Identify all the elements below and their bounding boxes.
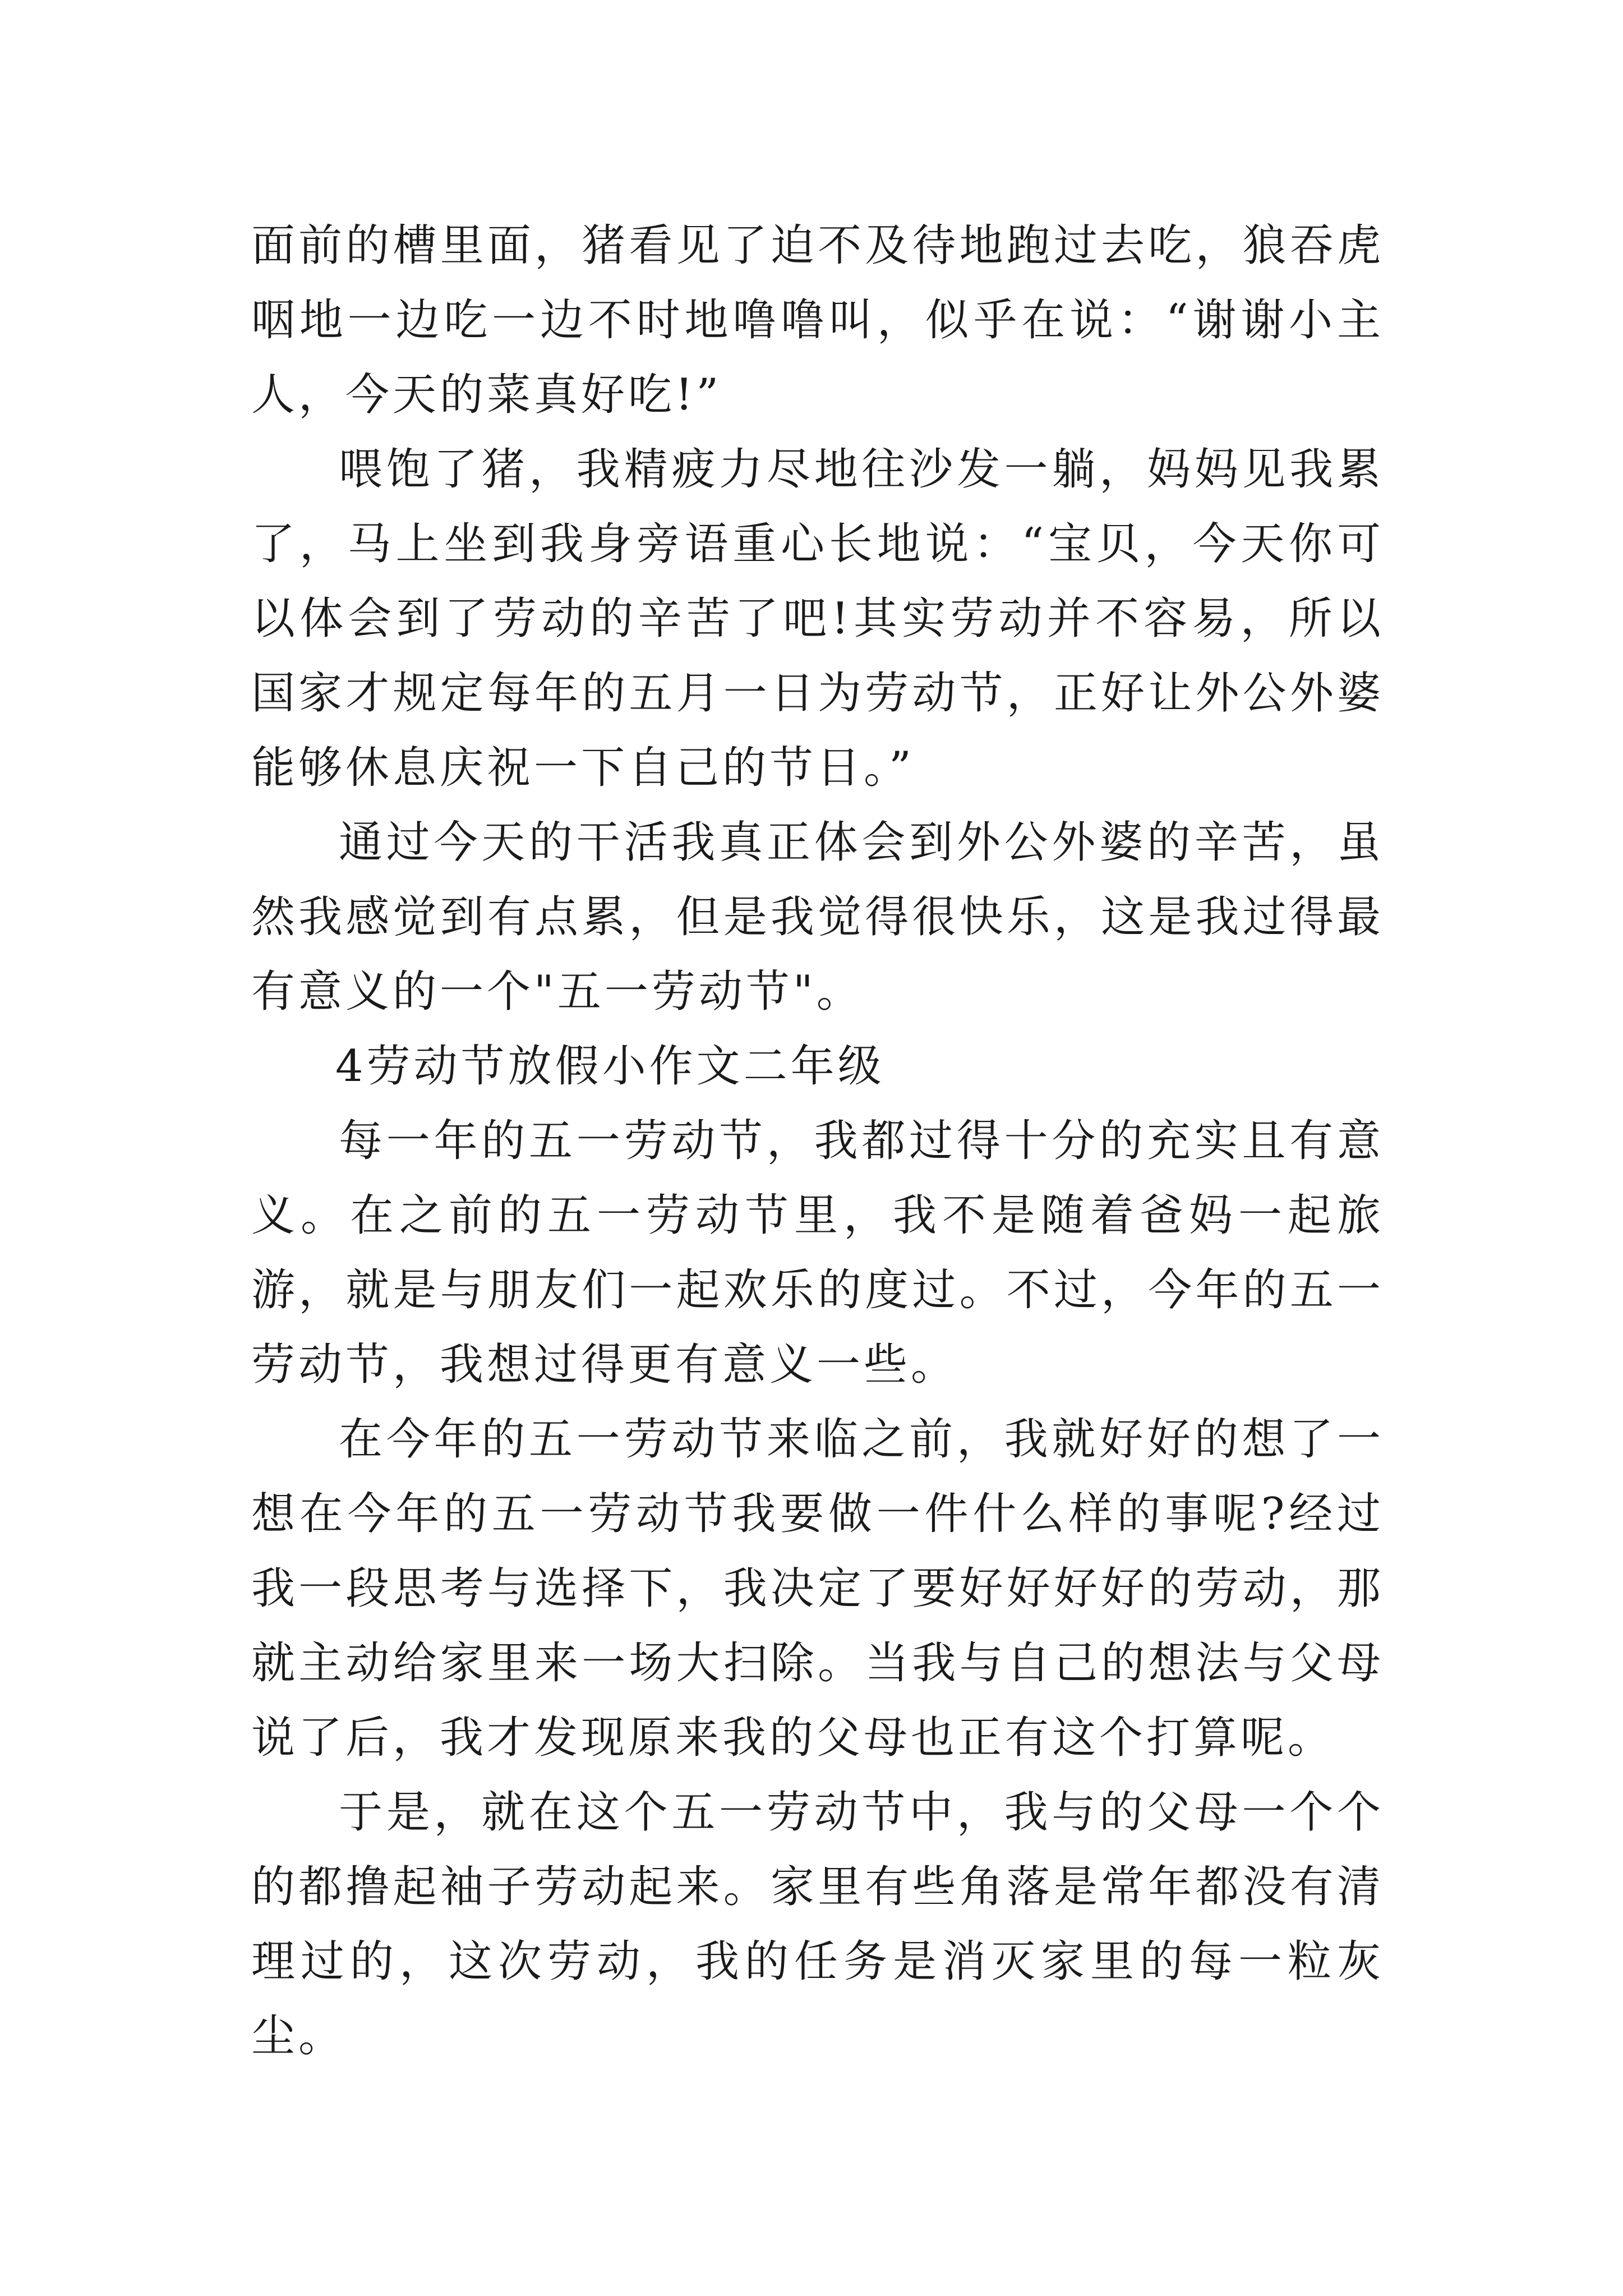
paragraph-continuation: 面前的槽里面，猪看见了迫不及待地跑过去吃，狼吞虎咽地一边吃一边不时地噜噜叫，似乎在说：“谢谢小主人，今天的菜真好吃!”	[251, 220, 1384, 420]
paragraph-feeding-pig: 喂饱了猪，我精疲力尽地往沙发一躺，妈妈见我累了，马上坐到我身旁语重心长地说：“宝贝，今天你可以体会到了劳动的辛苦了吧!其实劳动并不容易，所以国家才规定每年的五月一日为劳动节，正好让外公外婆能够休息庆祝一下自己的节日。”	[251, 444, 1384, 793]
paragraph-planning: 在今年的五一劳动节来临之前，我就好好的想了一想在今年的五一劳动节我要做一件什么样的事呢?经过我一段思考与选择下，我决定了要好好好好的劳动，那就主动给家里来一场大扫除。当我与自己的想法与父母说了后，我才发现原来我的父母也正有这个打算呢。	[251, 1414, 1384, 1763]
paragraph-conclusion: 通过今天的干活我真正体会到外公外婆的辛苦，虽然我感觉到有点累，但是我觉得很快乐，这是我过得最有意义的一个"五一劳动节"。	[251, 817, 1384, 1017]
paragraph-every-year: 每一年的五一劳动节，我都过得十分的充实且有意义。在之前的五一劳动节里，我不是随着爸妈一起旅游，就是与朋友们一起欢乐的度过。不过，今年的五一劳动节，我想过得更有意义一些。	[251, 1116, 1384, 1390]
section-heading: 4劳动节放假小作文二年级	[335, 1041, 885, 1092]
paragraph-cleaning: 于是，就在这个五一劳动节中，我与的父母一个个的都撸起袖子劳动起来。家里有些角落是常年都没有清理过的，这次劳动，我的任务是消灭家里的每一粒灰尘。	[251, 1787, 1384, 2062]
essay-body	[251, 209, 1384, 2074]
